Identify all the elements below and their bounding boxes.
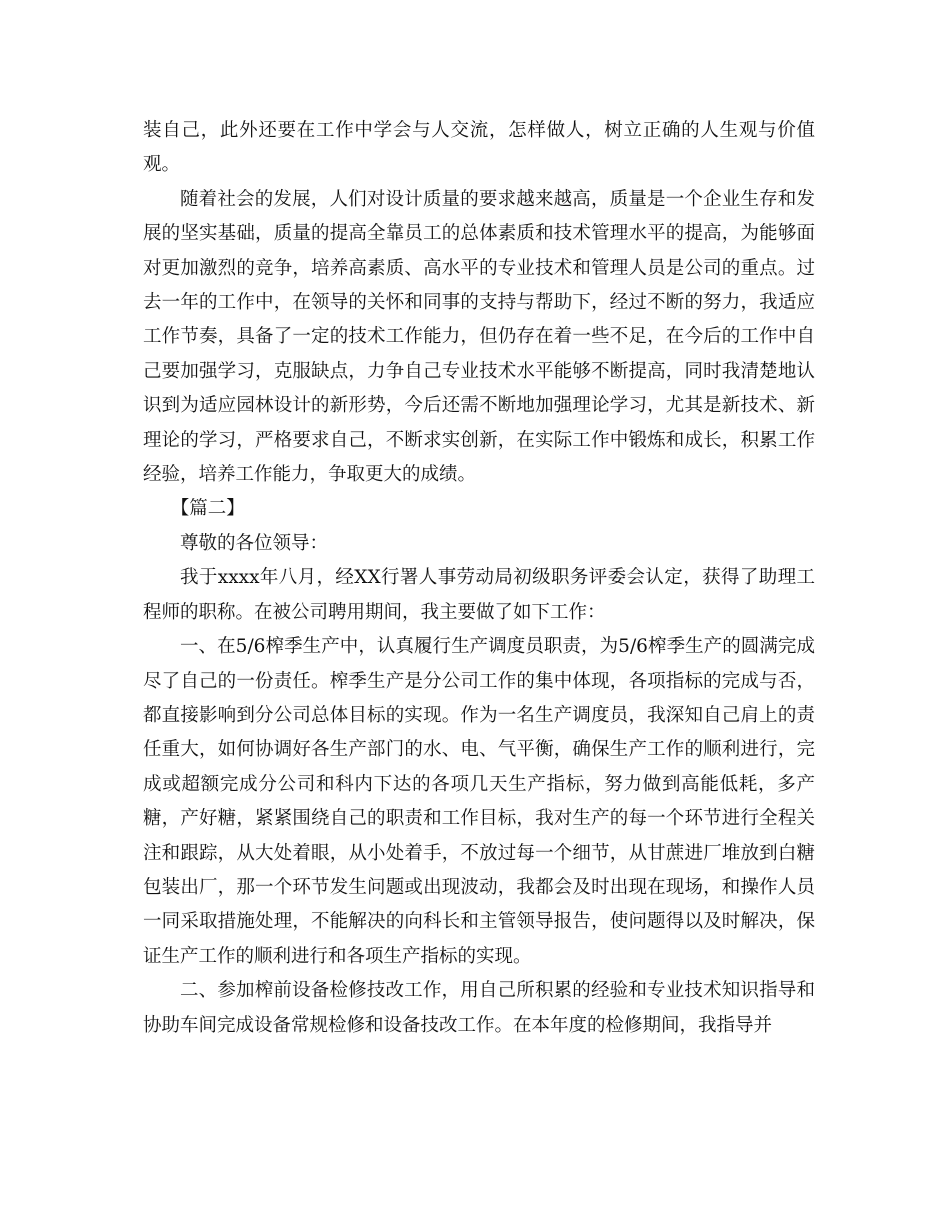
salutation: 尊敬的各位领导：	[180, 532, 329, 554]
document-body	[143, 114, 815, 1043]
paragraph-continuation: 装自己，此外还要在工作中学会与人交流，怎样做人，树立正确的人生观与价值观。	[143, 120, 815, 176]
paragraph-item-one-production: 一、在5/6榨季生产中，认真履行生产调度员职责，为5/6榨季生产的圆满完成尽了自己的一份责任。榨季生产是分公司工作的集中体现，各项指标的完成与否，都直接影响到分公司总体目标的实现。作为一名生产调度员，我深知自己肩上的责任重大，如何协调好各生产部门的水、电、气平衡，确保生产工作的顺利进行，完成或超额完成分公司和科内下达的各项几天生产指标，努力做到高能低耗，多产糖，产好糖，紧紧围绕自己的职责和工作目标，我对生产的每一个环节进行全程关注和跟踪，从大处着眼，从小处着手，不放过每一个细节，从甘蔗进厂堆放到白糖包装出厂，那一个环节发生问题或出现波动，我都会及时出现在现场，和操作人员一同采取措施处理，不能解决的向科长和主管领导报告，使问题得以及时解决，保证生产工作的顺利进行和各项生产指标的实现。	[143, 636, 815, 967]
paragraph-title-certification: 我于xxxx年八月，经XX行署人事劳动局初级职务评委会认定，获得了助理工程师的职称。在被公司聘用期间，我主要做了如下工作：	[143, 567, 815, 623]
section-heading-part-two: 【篇二】	[170, 498, 245, 520]
paragraph-item-two-maintenance: 二、参加榨前设备检修技改工作，用自己所积累的经验和专业技术知识指导和协助车间完成设备常规检修和设备技改工作。在本年度的检修期间，我指导并	[143, 980, 815, 1036]
paragraph-quality-development: 随着社会的发展，人们对设计质量的要求越来越高，质量是一个企业生存和发展的坚实基础，质量的提高全靠员工的总体素质和技术管理水平的提高，为能够面对更加激烈的竞争，培养高素质、高水平的专业技术和管理人员是公司的重点。过去一年的工作中，在领导的关怀和同事的支持与帮助下，经过不断的努力，我适应工作节奏，具备了一定的技术工作能力，但仍存在着一些不足，在今后的工作中自己要加强学习，克服缺点，力争自己专业技术水平能够不断提高，同时我清楚地认识到为适应园林设计的新形势，今后还需不断地加强理论学习，尤其是新技术、新理论的学习，严格要求自己，不断求实创新，在实际工作中锻炼和成长，积累工作经验，培养工作能力，争取更大的成绩。	[143, 188, 815, 486]
